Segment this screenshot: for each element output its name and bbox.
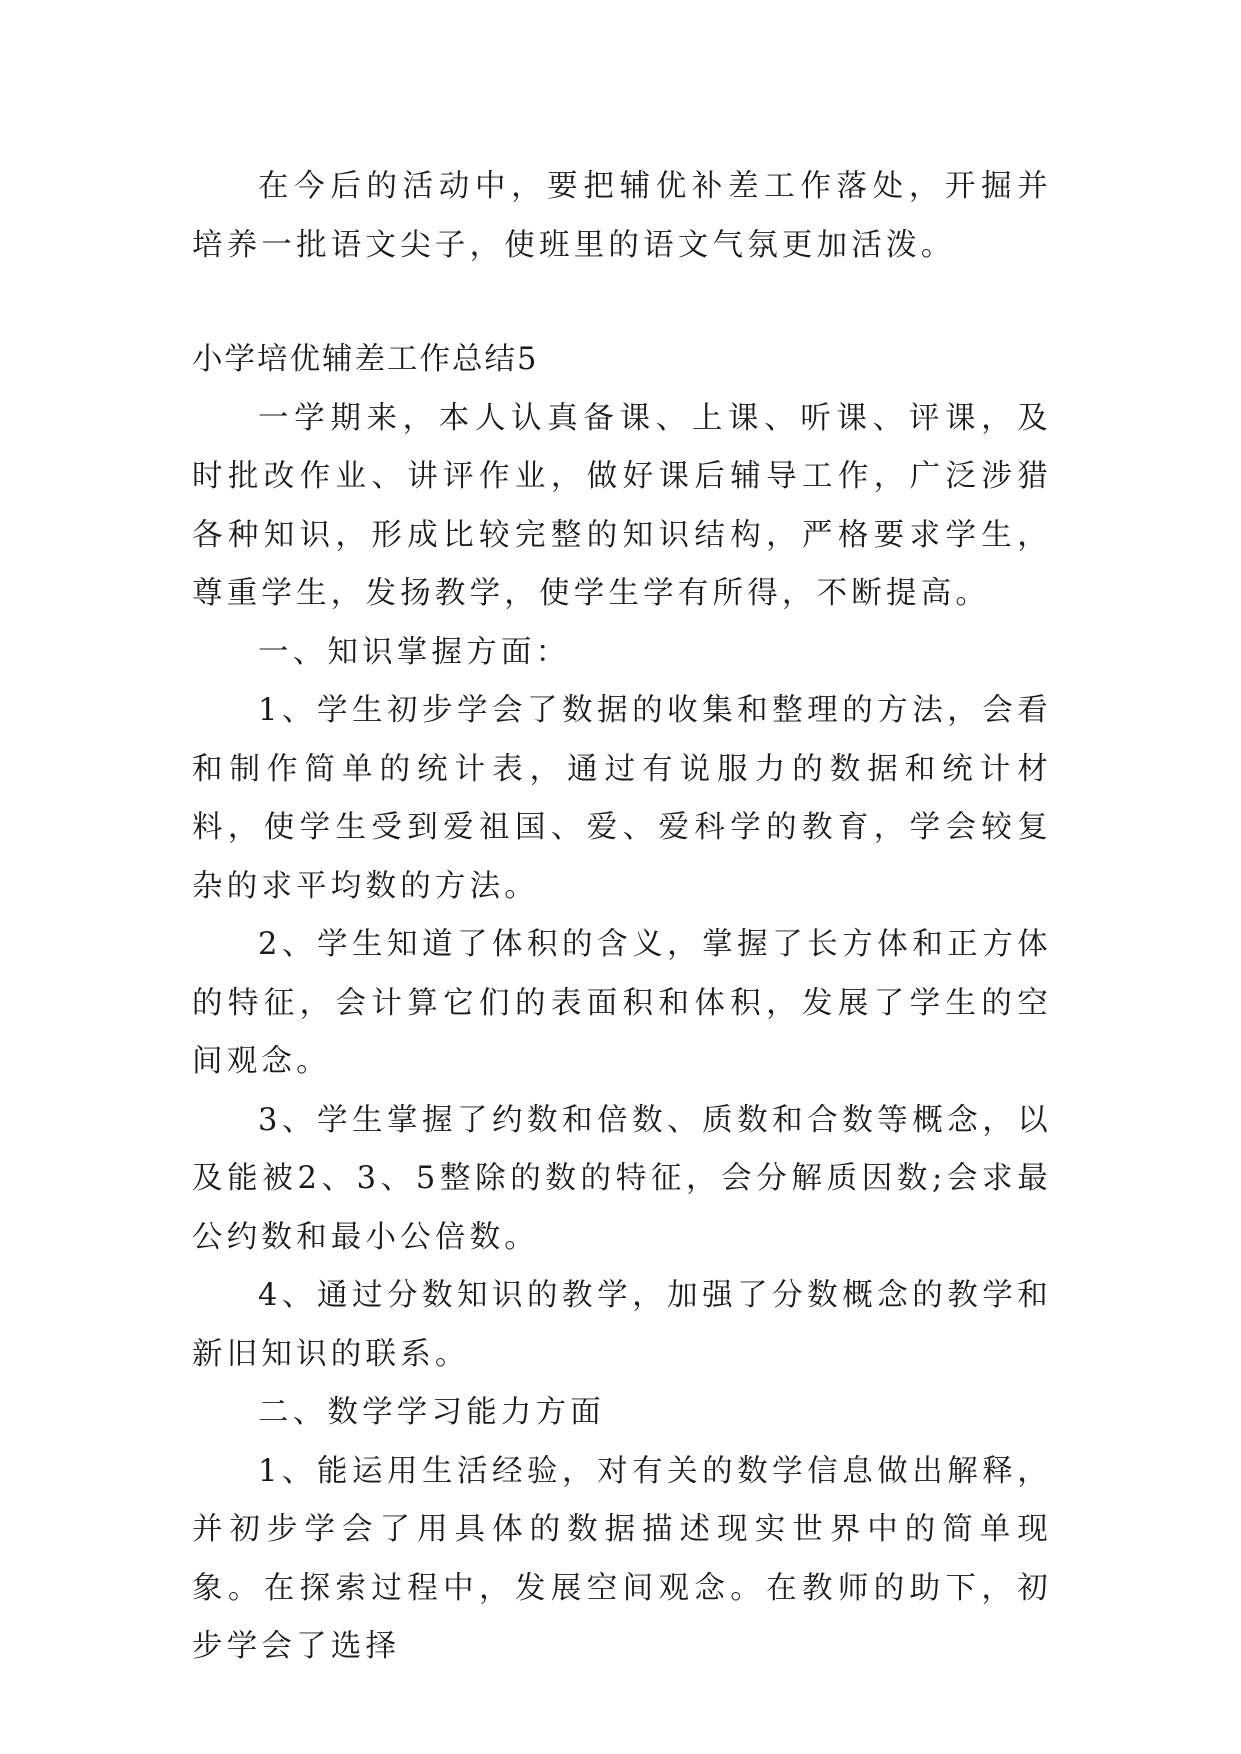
document-body — [192, 158, 1052, 1677]
subheading-ability: 二、数学学习能力方面 — [258, 1395, 605, 1430]
section-title: 小学培优辅差工作总结5 — [192, 342, 539, 377]
paragraph-knowledge-4: 4、通过分数知识的教学，加强了分数概念的教学和新旧知识的联系。 — [192, 1278, 1052, 1372]
paragraph-gap — [192, 275, 1052, 331]
paragraph-knowledge-1: 1、学生初步学会了数据的收集和整理的方法，会看和制作简单的统计表，通过有说服力的数据和统计材料，使学生受到爱祖国、爱、爱科学的教育，学会较复杂的求平均数的方法。 — [192, 693, 1052, 904]
paragraph-ability-1: 1、能运用生活经验，对有关的数学信息做出解释，并初步学会了用具体的数据描述现实世界中的简单现象。在探索过程中，发展空间观念。在教师的助下，初步学会了选择 — [192, 1453, 1052, 1664]
paragraph-knowledge-2: 2、学生知道了体积的含义，掌握了长方体和正方体的特征，会计算它们的表面积和体积，发展了学生的空间观念。 — [192, 927, 1052, 1079]
paragraph-knowledge-3: 3、学生掌握了约数和倍数、质数和合数等概念，以及能被2、3、5整除的数的特征，会分解质因数;会求最公约数和最小公倍数。 — [192, 1102, 1052, 1255]
paragraph-summary: 一学期来，本人认真备课、上课、听课、评课，及时批改作业、讲评作业，做好课后辅导工作，广泛涉猎各种知识，形成比较完整的知识结构，严格要求学生，尊重学生，发扬教学，使学生学有所得，不断提高。 — [192, 400, 1052, 611]
subheading-knowledge: 一、知识掌握方面： — [258, 634, 571, 670]
intro-paragraph: 在今后的活动中，要把辅优补差工作落处，开掘并培养一批语文尖子，使班里的语文气氛更加活泼。 — [192, 169, 1052, 263]
